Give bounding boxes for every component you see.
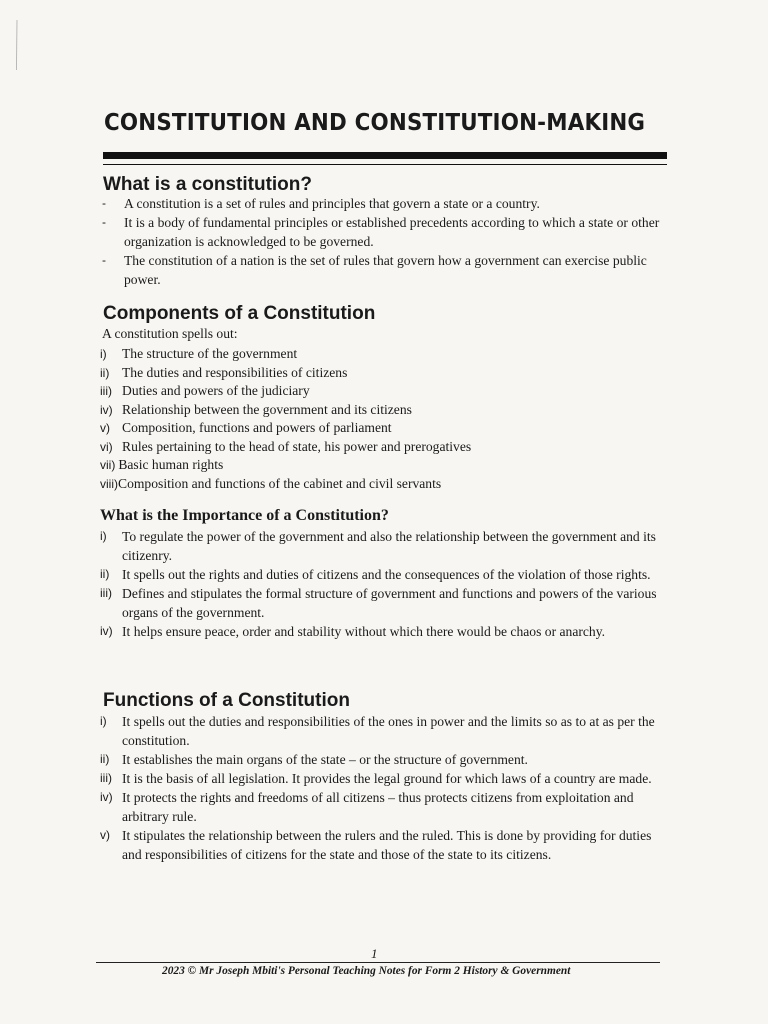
list-item-text: It helps ensure peace, order and stability without which there would be chaos or anarchy.	[122, 624, 606, 639]
list-item-text: The duties and responsibilities of citizens	[122, 364, 348, 380]
importance-list	[100, 527, 666, 641]
list-marker: iii)	[100, 771, 112, 785]
list-item	[100, 622, 666, 641]
list-item	[100, 419, 666, 438]
list-marker: v)	[100, 828, 110, 842]
list-item-text: Duties and powers of the judiciary	[122, 383, 310, 398]
components-intro: A constitution spells out:	[102, 326, 238, 341]
heading-importance: What is the Importance of a Constitution?	[100, 507, 389, 524]
list-item-text: To regulate the power of the government and also the relationship between the government and its citizenry.	[122, 529, 656, 563]
list-item-text: It is the basis of all legislation. It provides the legal ground for which laws of a country are made.	[122, 771, 652, 786]
list-marker: v)	[100, 421, 110, 435]
heading-what-is-constitution: What is a constitution?	[103, 174, 312, 195]
list-marker: ii)	[100, 365, 110, 380]
list-item	[100, 712, 666, 750]
list-item	[100, 251, 666, 289]
list-item-text: Composition and functions of the cabinet and civil servants	[118, 475, 442, 491]
list-marker: iv)	[100, 790, 113, 804]
list-item	[100, 584, 666, 622]
list-marker: iii)	[100, 586, 112, 600]
footer-text: 2023 © Mr Joseph Mbiti's Personal Teaching Notes for Form 2 History & Government	[162, 965, 571, 977]
list-item-text: A constitution is a set of rules and principles that govern a state or a country.	[124, 196, 540, 211]
list-item	[100, 194, 666, 213]
list-marker: iv)	[100, 402, 113, 417]
list-item-text: Defines and stipulates the formal structure of government and functions and powers of the various organs of the government.	[122, 586, 657, 620]
list-item-text: Composition, functions and powers of parliament	[122, 420, 392, 435]
list-item	[100, 788, 666, 826]
list-item	[100, 527, 666, 565]
list-item	[100, 826, 666, 864]
list-marker: vii)	[100, 458, 116, 472]
list-item-text: Basic human rights	[118, 457, 224, 472]
functions-list	[100, 712, 666, 864]
list-item	[100, 475, 666, 494]
list-item	[100, 345, 666, 364]
definition-list	[100, 194, 666, 289]
page-title: CONSTITUTION AND CONSTITUTION-MAKING	[104, 110, 646, 136]
footer-rule	[96, 962, 660, 963]
list-marker: i)	[100, 347, 107, 361]
list-item-text: It protects the rights and freedoms of all citizens – thus protects citizens from exploitation and arbitrary rule.	[122, 790, 634, 824]
list-marker: vi)	[100, 439, 113, 454]
list-marker: ii)	[100, 752, 110, 766]
list-item-text: It spells out the rights and duties of citizens and the consequences of the violation of those rights.	[122, 567, 651, 582]
list-marker: iv)	[100, 624, 113, 638]
list-item	[100, 565, 666, 584]
list-item-text: It establishes the main organs of the state – or the structure of government.	[122, 752, 528, 767]
list-marker: ii)	[100, 567, 110, 581]
list-item-text: Relationship between the government and its citizens	[122, 401, 412, 417]
list-marker: viii)	[100, 476, 118, 491]
list-marker: i)	[100, 714, 107, 728]
list-item-text: It is a body of fundamental principles or established precedents according to which a state or other organization is acknowledged to be governed.	[124, 215, 660, 249]
list-marker: iii)	[100, 384, 112, 398]
list-item-text: The structure of the government	[122, 346, 298, 361]
page-number: 1	[371, 946, 378, 961]
list-item	[100, 438, 666, 457]
list-item	[100, 769, 666, 788]
list-item-text: It spells out the duties and responsibilities of the ones in power and the limits so as to at as per the constitution.	[122, 714, 655, 748]
title-rule-thick	[103, 152, 667, 159]
list-marker: -	[102, 215, 106, 229]
list-marker: i)	[100, 529, 107, 543]
list-marker: -	[102, 196, 106, 210]
heading-functions: Functions of a Constitution	[103, 690, 350, 711]
heading-components: Components of a Constitution	[103, 303, 376, 324]
title-rule-thin	[103, 164, 667, 165]
list-item-text: The constitution of a nation is the set of rules that govern how a government can exercise public power.	[124, 253, 647, 287]
list-item-text: It stipulates the relationship between the rulers and the ruled. This is done by providing for duties and responsibilities of citizens for the state and those of the state to its citizens.	[122, 828, 652, 862]
list-item	[100, 364, 666, 383]
list-item	[100, 213, 666, 251]
list-item	[100, 750, 666, 769]
list-item	[100, 401, 666, 420]
components-list	[100, 345, 666, 493]
list-marker: -	[102, 253, 106, 267]
list-item-text: Rules pertaining to the head of state, his power and prerogatives	[122, 438, 472, 454]
pen-mark	[16, 20, 18, 70]
list-item	[100, 456, 666, 475]
list-item	[100, 382, 666, 401]
